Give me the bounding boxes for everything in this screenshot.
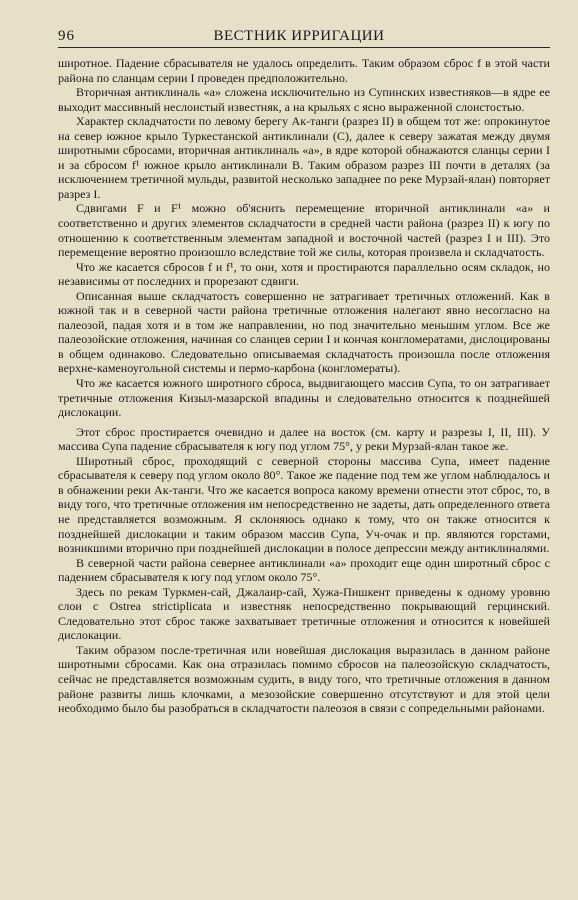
paragraph: Здесь по рекам Туркмен-сай, Джалаир-сай, Хужа-Пишкент приведены к одному уровню слои с Ostrea strictiplicata и известняк непосредственно покрывающий герцинский. Следовательно этот сброс также захватывает третичные отложения и относится к новейшей дислокации. bbox=[58, 584, 550, 643]
paragraph: широтное. Падение сбрасывателя не удалось определить. Таким образом сброс f в этой части района по сланцам серии I проведен предположительно. bbox=[58, 56, 550, 85]
paragraph: Характер складчатости по левому берегу Ак-танги (разрез II) в общем тот же: опрокинутое на север южное крыло Туркестанской антиклинали (С), далее к северу зажатая между двумя широтными сбросами, вторичная антиклиналь «а», в ядре которой обнажаются сланцы серии I и за сбросом f¹ южное крыло антиклинали В. Таким образом разрез III почти в деталях (за исключением третичной мульды, развитой несколько западнее по реке Мурзай-ялан) повторяет разрез I. bbox=[58, 114, 550, 201]
paragraph: Что же касается южного широтного сброса, выдвигающего массив Супа, то он затрагивает третичные отложения Кизыл-мазарской впадины и следовательно относится к позднейшей дислокации. bbox=[58, 376, 550, 420]
paragraph: Этот сброс простирается очевидно и далее на восток (см. карту и разрезы I, II, III). У массива Супа падение сбрасывателя к югу под углом 75°, у реки Мурзай-ялан такое же. bbox=[58, 424, 550, 454]
paragraph: Описанная выше складчатость совершенно не затрагивает третичных отложений. Как в южной так и в северной части района третичные отложения налегают явно несогласно на палеозой, падая хотя и в том же направлении, но под значительно меньшим углом. Все же палеозойские отложения, начиная со сланцев серии I и кончая конгломератами, дислоцированы в общем одинаково. Следовательно описываемая складчатость произошла после отложения верхне-каменоугольной системы и пермо-карбона (конгломераты). bbox=[58, 288, 550, 376]
paragraph: Вторичная антиклиналь «а» сложена исключительно из Супинских известняков—в ядре ее выходит массивный неслоистый известняк, а на крыльях с ясно выраженной слоистостью. bbox=[58, 85, 550, 114]
paragraph: Широтный сброс, проходящий с северной стороны массива Супа, имеет падение сбрасывателя к северу под углом около 80°. Такое же падение под тем же углом наблюдалось и в обнажении реки Ак-танги. Что же касается вопроса какому времени отнести этот сброс, то, в виду того, что третичные отложения им непосредственно не задеты, дать определенного ответа не представляется возможным. Я склоняюсь однако к тому, что он также относится к позднейшей дислокации и таким образом массив Супа, Уч-очак и пр. являются горстами, возникшими вторично при позднейшей дислокации в полосе депрессии между антиклиналями. bbox=[58, 453, 550, 556]
article-body bbox=[58, 56, 550, 716]
page-header bbox=[58, 28, 550, 48]
running-title: ВЕСТНИК ИРРИГАЦИИ bbox=[213, 28, 385, 44]
paragraph: Сдвигами F и F¹ можно об'яснить перемещение вторичной антиклинали «а» и соответственно и других элементов складчатости в средней части района (разрез II) к югу по отношению к соответственным элементам западной и восточной частей (разрез I и III). Это перемещение вероятно произошло вследствие той же силы, которая произвела и складчатость. bbox=[58, 201, 550, 260]
paragraph: Таким образом после-третичная или новейшая дислокация выразилась в данном районе широтными сбросами. Как она отразилась помимо сбросов на палеозойскую складчатость, сейчас не представляется возможным судить, в виду того, что третичные отложения в данном районе развиты лишь клочками, а мезозойские совершенно отсутствуют и для этой цели необходимо было бы разобраться в складчатости палеозоя в связи с сопредельными районами. bbox=[58, 642, 550, 716]
page-number: 96 bbox=[58, 28, 75, 44]
paragraph: В северной части района севернее антиклинали «а» проходит еще один широтный сброс с падением сбрасывателя к югу под углом около 75°. bbox=[58, 555, 550, 585]
paragraph: Что же касается сбросов f и f¹, то они, хотя и простираются параллельно осям складок, но независимы от последних и прорезают сдвиги. bbox=[58, 259, 550, 289]
